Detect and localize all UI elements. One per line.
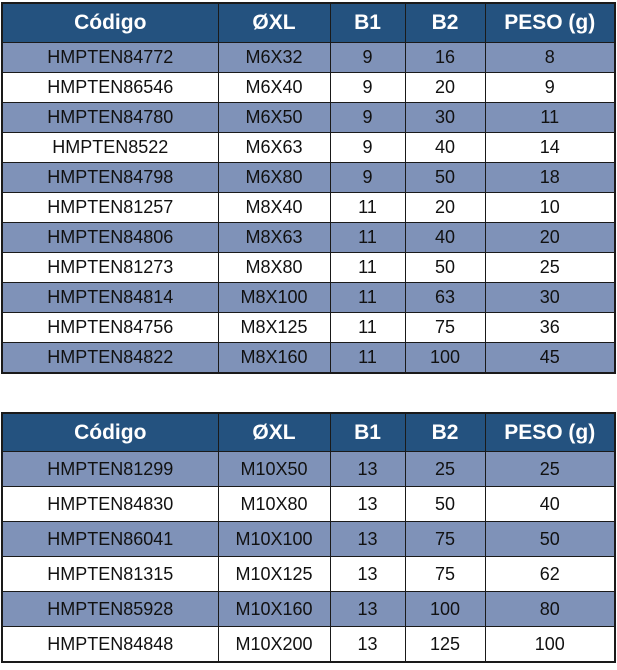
cell-b1: 11 bbox=[330, 223, 405, 253]
cell-b1: 11 bbox=[330, 343, 405, 374]
cell-b1: 9 bbox=[330, 43, 405, 73]
cell-b2: 25 bbox=[405, 452, 485, 487]
cell-b2: 16 bbox=[405, 43, 485, 73]
cell-peso: 62 bbox=[485, 557, 615, 592]
cell-codigo: HMPTEN84814 bbox=[2, 283, 218, 313]
cell-size: M10X50 bbox=[218, 452, 330, 487]
cell-codigo: HMPTEN84822 bbox=[2, 343, 218, 374]
table-row bbox=[2, 313, 615, 343]
cell-codigo: HMPTEN85928 bbox=[2, 592, 218, 627]
cell-b1: 11 bbox=[330, 193, 405, 223]
cell-b2: 30 bbox=[405, 103, 485, 133]
cell-peso: 50 bbox=[485, 522, 615, 557]
cell-peso: 25 bbox=[485, 452, 615, 487]
cell-b1: 13 bbox=[330, 487, 405, 522]
cell-b1: 13 bbox=[330, 557, 405, 592]
spec-table-m10 bbox=[1, 412, 616, 663]
cell-b1: 9 bbox=[330, 73, 405, 103]
cell-size: M6X50 bbox=[218, 103, 330, 133]
cell-codigo: HMPTEN84830 bbox=[2, 487, 218, 522]
table-row bbox=[2, 557, 615, 592]
cell-codigo: HMPTEN81273 bbox=[2, 253, 218, 283]
cell-b2: 75 bbox=[405, 557, 485, 592]
header-b1: B1 bbox=[330, 3, 405, 43]
cell-peso: 45 bbox=[485, 343, 615, 374]
header-row bbox=[2, 3, 615, 43]
cell-codigo: HMPTEN81315 bbox=[2, 557, 218, 592]
cell-b1: 13 bbox=[330, 522, 405, 557]
cell-codigo: HMPTEN84780 bbox=[2, 103, 218, 133]
header-codigo: Código bbox=[2, 3, 218, 43]
table-row bbox=[2, 223, 615, 253]
cell-size: M6X80 bbox=[218, 163, 330, 193]
cell-size: M6X63 bbox=[218, 133, 330, 163]
cell-size: M8X125 bbox=[218, 313, 330, 343]
cell-codigo: HMPTEN84806 bbox=[2, 223, 218, 253]
header-peso: PESO (g) bbox=[485, 413, 615, 452]
cell-b2: 50 bbox=[405, 163, 485, 193]
header-b1: B1 bbox=[330, 413, 405, 452]
cell-b2: 40 bbox=[405, 223, 485, 253]
cell-size: M6X40 bbox=[218, 73, 330, 103]
table-row bbox=[2, 452, 615, 487]
cell-peso: 25 bbox=[485, 253, 615, 283]
cell-size: M10X100 bbox=[218, 522, 330, 557]
table-row bbox=[2, 627, 615, 663]
cell-b2: 40 bbox=[405, 133, 485, 163]
cell-b1: 9 bbox=[330, 103, 405, 133]
cell-b2: 75 bbox=[405, 522, 485, 557]
cell-peso: 14 bbox=[485, 133, 615, 163]
cell-b2: 125 bbox=[405, 627, 485, 663]
cell-b1: 13 bbox=[330, 592, 405, 627]
cell-codigo: HMPTEN84756 bbox=[2, 313, 218, 343]
table-row bbox=[2, 133, 615, 163]
cell-codigo: HMPTEN81299 bbox=[2, 452, 218, 487]
cell-codigo: HMPTEN84848 bbox=[2, 627, 218, 663]
cell-peso: 8 bbox=[485, 43, 615, 73]
cell-peso: 11 bbox=[485, 103, 615, 133]
cell-b2: 50 bbox=[405, 253, 485, 283]
cell-codigo: HMPTEN84798 bbox=[2, 163, 218, 193]
table-row bbox=[2, 522, 615, 557]
cell-codigo: HMPTEN86546 bbox=[2, 73, 218, 103]
cell-b1: 9 bbox=[330, 133, 405, 163]
cell-peso: 30 bbox=[485, 283, 615, 313]
cell-b1: 11 bbox=[330, 283, 405, 313]
cell-size: M10X160 bbox=[218, 592, 330, 627]
table-row bbox=[2, 253, 615, 283]
header-b2: B2 bbox=[405, 413, 485, 452]
table-row bbox=[2, 193, 615, 223]
table-row bbox=[2, 103, 615, 133]
cell-size: M10X125 bbox=[218, 557, 330, 592]
cell-b1: 11 bbox=[330, 253, 405, 283]
cell-peso: 36 bbox=[485, 313, 615, 343]
cell-size: M10X80 bbox=[218, 487, 330, 522]
header-diameter-length: ØXL bbox=[218, 413, 330, 452]
cell-size: M8X63 bbox=[218, 223, 330, 253]
cell-b2: 20 bbox=[405, 193, 485, 223]
header-codigo: Código bbox=[2, 413, 218, 452]
cell-b2: 100 bbox=[405, 592, 485, 627]
cell-b1: 13 bbox=[330, 452, 405, 487]
table-row bbox=[2, 73, 615, 103]
cell-codigo: HMPTEN86041 bbox=[2, 522, 218, 557]
table-row bbox=[2, 487, 615, 522]
cell-b1: 13 bbox=[330, 627, 405, 663]
cell-peso: 40 bbox=[485, 487, 615, 522]
cell-peso: 10 bbox=[485, 193, 615, 223]
table-row bbox=[2, 163, 615, 193]
cell-size: M8X160 bbox=[218, 343, 330, 374]
table-row bbox=[2, 43, 615, 73]
cell-size: M10X200 bbox=[218, 627, 330, 663]
cell-b2: 100 bbox=[405, 343, 485, 374]
table-row bbox=[2, 343, 615, 374]
header-b2: B2 bbox=[405, 3, 485, 43]
cell-codigo: HMPTEN84772 bbox=[2, 43, 218, 73]
cell-b2: 20 bbox=[405, 73, 485, 103]
cell-peso: 18 bbox=[485, 163, 615, 193]
cell-codigo: HMPTEN8522 bbox=[2, 133, 218, 163]
header-diameter-length: ØXL bbox=[218, 3, 330, 43]
header-row bbox=[2, 413, 615, 452]
cell-peso: 9 bbox=[485, 73, 615, 103]
cell-size: M8X80 bbox=[218, 253, 330, 283]
cell-peso: 100 bbox=[485, 627, 615, 663]
cell-size: M8X40 bbox=[218, 193, 330, 223]
header-peso: PESO (g) bbox=[485, 3, 615, 43]
cell-size: M8X100 bbox=[218, 283, 330, 313]
spec-table-m6-m8 bbox=[1, 2, 616, 374]
cell-peso: 80 bbox=[485, 592, 615, 627]
cell-b1: 11 bbox=[330, 313, 405, 343]
cell-codigo: HMPTEN81257 bbox=[2, 193, 218, 223]
table-row bbox=[2, 283, 615, 313]
cell-b1: 9 bbox=[330, 163, 405, 193]
cell-b2: 75 bbox=[405, 313, 485, 343]
table-row bbox=[2, 592, 615, 627]
cell-size: M6X32 bbox=[218, 43, 330, 73]
cell-peso: 20 bbox=[485, 223, 615, 253]
cell-b2: 50 bbox=[405, 487, 485, 522]
cell-b2: 63 bbox=[405, 283, 485, 313]
